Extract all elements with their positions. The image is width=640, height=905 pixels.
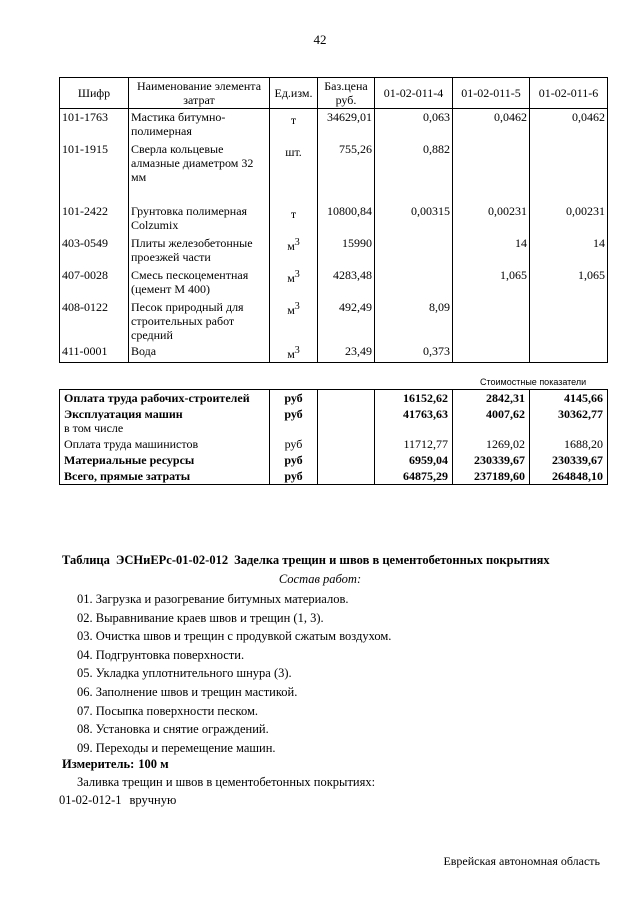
totals-unit: руб [270,390,318,407]
totals-label: Всего, прямые затраты [60,468,270,485]
header-code: Шифр [60,78,129,109]
row-v3 [530,343,608,363]
row-v1: 0,063 [375,109,453,142]
row-v2: 14 [453,235,530,267]
totals-v3: 4145,66 [530,390,608,407]
totals-v1: 11712,77 [375,436,453,452]
meter-label: Измеритель: [62,757,135,771]
row-unit: $м^3$ [270,343,318,363]
totals-label: Материальные ресурсы [60,452,270,468]
list-item: 02. Выравнивание краев швов и трещин (1, 3). [77,610,324,625]
row-code: 407-0028 [60,267,129,299]
resource-table [59,77,608,363]
header-unit: Ед.изм. [270,78,318,109]
table-row [60,267,608,299]
table-title-prefix: Таблица [62,553,110,567]
row-v2 [453,299,530,343]
row-price: 15990 [318,235,375,267]
totals-v2: 2842,31 [453,390,530,407]
row-v1: 8,09 [375,299,453,343]
row-v2 [453,141,530,203]
list-item: 07. Посыпка поверхности песком. [77,703,259,718]
row-v1: 0,373 [375,343,453,363]
row-v3: 14 [530,235,608,267]
row-v3: 1,065 [530,267,608,299]
row-code: 101-1915 [60,141,129,203]
table-row [60,235,608,267]
table-row [60,203,608,235]
row-unit: т [270,109,318,142]
composition-heading: Состав работ: [278,572,362,586]
meter-value: 100 м [138,757,169,771]
row-price: 755,26 [318,141,375,203]
header-price: Баз.цена руб. [318,78,375,109]
row-price: 4283,48 [318,267,375,299]
item-code [59,793,176,808]
totals-v1: 6959,04 [375,452,453,468]
row-unit: $м^3$ [270,299,318,343]
row-v1 [375,235,453,267]
totals-table [59,389,608,485]
row-code: 403-0549 [60,235,129,267]
header-col-4: 01-02-011-4 [375,78,453,109]
row-price: 23,49 [318,343,375,363]
row-name: Плиты железобетонные проезжей части [129,235,270,267]
list-item: 09. Переходы и перемещение машин. [77,740,276,755]
totals-v3: 264848,10 [530,468,608,485]
table-title-name: Заделка трещин и швов в цементобетонных покрытиях [234,553,550,567]
row-name: Грунтовка полимерная Colzumix [129,203,270,235]
works-list [77,590,391,757]
totals-label: Эксплуатация машин в том числе [60,406,270,436]
cost-indicators-label: Стоимостные показатели [480,377,587,387]
row-unit: т [270,203,318,235]
totals-row [60,436,608,452]
header-col-5: 01-02-011-5 [453,78,530,109]
list-item: 08. Установка и снятие ограждений. [77,722,269,737]
totals-row [60,452,608,468]
list-item: 04. Подгрунтовка поверхности. [77,647,245,662]
row-v3: 0,00231 [530,203,608,235]
totals-v3: 30362,77 [530,406,608,436]
table-row [60,299,608,343]
row-code: 101-2422 [60,203,129,235]
row-v2: 1,065 [453,267,530,299]
row-code: 101-1763 [60,109,129,142]
table-title [62,553,550,568]
header-col-6: 01-02-011-6 [530,78,608,109]
row-code: 408-0122 [60,299,129,343]
totals-v2: 230339,67 [453,452,530,468]
totals-row [60,406,608,436]
totals-v2: 4007,62 [453,406,530,436]
totals-unit: руб [270,436,318,452]
row-v2 [453,343,530,363]
item-code-number: 01-02-012-1 [59,793,122,807]
list-item: 01. Загрузка и разогревание битумных материалов. [77,592,349,606]
totals-v1: 41763,63 [375,406,453,436]
row-name: Мастика битумно-полимерная [129,109,270,142]
table-title-code: ЭСНиЕРс-01-02-012 [115,553,229,567]
row-name: Сверла кольцевые алмазные диаметром 32 мм [129,141,270,203]
totals-v2: 237189,60 [453,468,530,485]
row-v2: 0,00231 [453,203,530,235]
list-item: 06. Заполнение швов и трещин мастикой. [77,684,298,699]
row-price: 34629,01 [318,109,375,142]
row-v2: 0,0462 [453,109,530,142]
list-item: 03. Очистка швов и трещин с продувкой сжатым воздухом. [77,629,392,644]
totals-row [60,390,608,407]
subheading: Заливка трещин и швов в цементобетонных покрытиях: [77,775,376,789]
table-row [60,141,608,203]
totals-label: Оплата труда рабочих-строителей [60,390,270,407]
totals-v2: 1269,02 [453,436,530,452]
page-number: 42 [313,32,327,47]
totals-sublabel: в том числе [64,421,124,435]
row-price: 492,49 [318,299,375,343]
totals-unit: руб [270,452,318,468]
row-v3 [530,299,608,343]
item-code-desc: вручную [129,793,177,807]
meter [62,757,169,772]
table-header-row [60,78,608,109]
row-v1: 0,00315 [375,203,453,235]
totals-unit: руб [270,406,318,436]
page-footer: Еврейская автономная область [443,854,600,868]
header-name: Наименование элемента затрат [129,78,270,109]
row-unit: шт. [270,141,318,203]
row-unit: $м^3$ [270,267,318,299]
row-v3: 0,0462 [530,109,608,142]
row-v3 [530,141,608,203]
row-name: Вода [129,343,270,363]
row-v1: 0,882 [375,141,453,203]
totals-v3: 1688,20 [530,436,608,452]
totals-v1: 16152,62 [375,390,453,407]
totals-row [60,468,608,485]
totals-label: Оплата труда машинистов [60,436,270,452]
row-price: 10800,84 [318,203,375,235]
row-name: Смесь пескоцементная (цемент М 400) [129,267,270,299]
table-row [60,109,608,142]
totals-v1: 64875,29 [375,468,453,485]
row-name: Песок природный для строительных работ средний [129,299,270,343]
list-item: 05. Укладка уплотнительного шнура (3). [77,666,292,681]
row-unit: $м^3$ [270,235,318,267]
totals-v3: 230339,67 [530,452,608,468]
row-code: 411-0001 [60,343,129,363]
table-row [60,343,608,363]
row-v1 [375,267,453,299]
totals-unit: руб [270,468,318,485]
